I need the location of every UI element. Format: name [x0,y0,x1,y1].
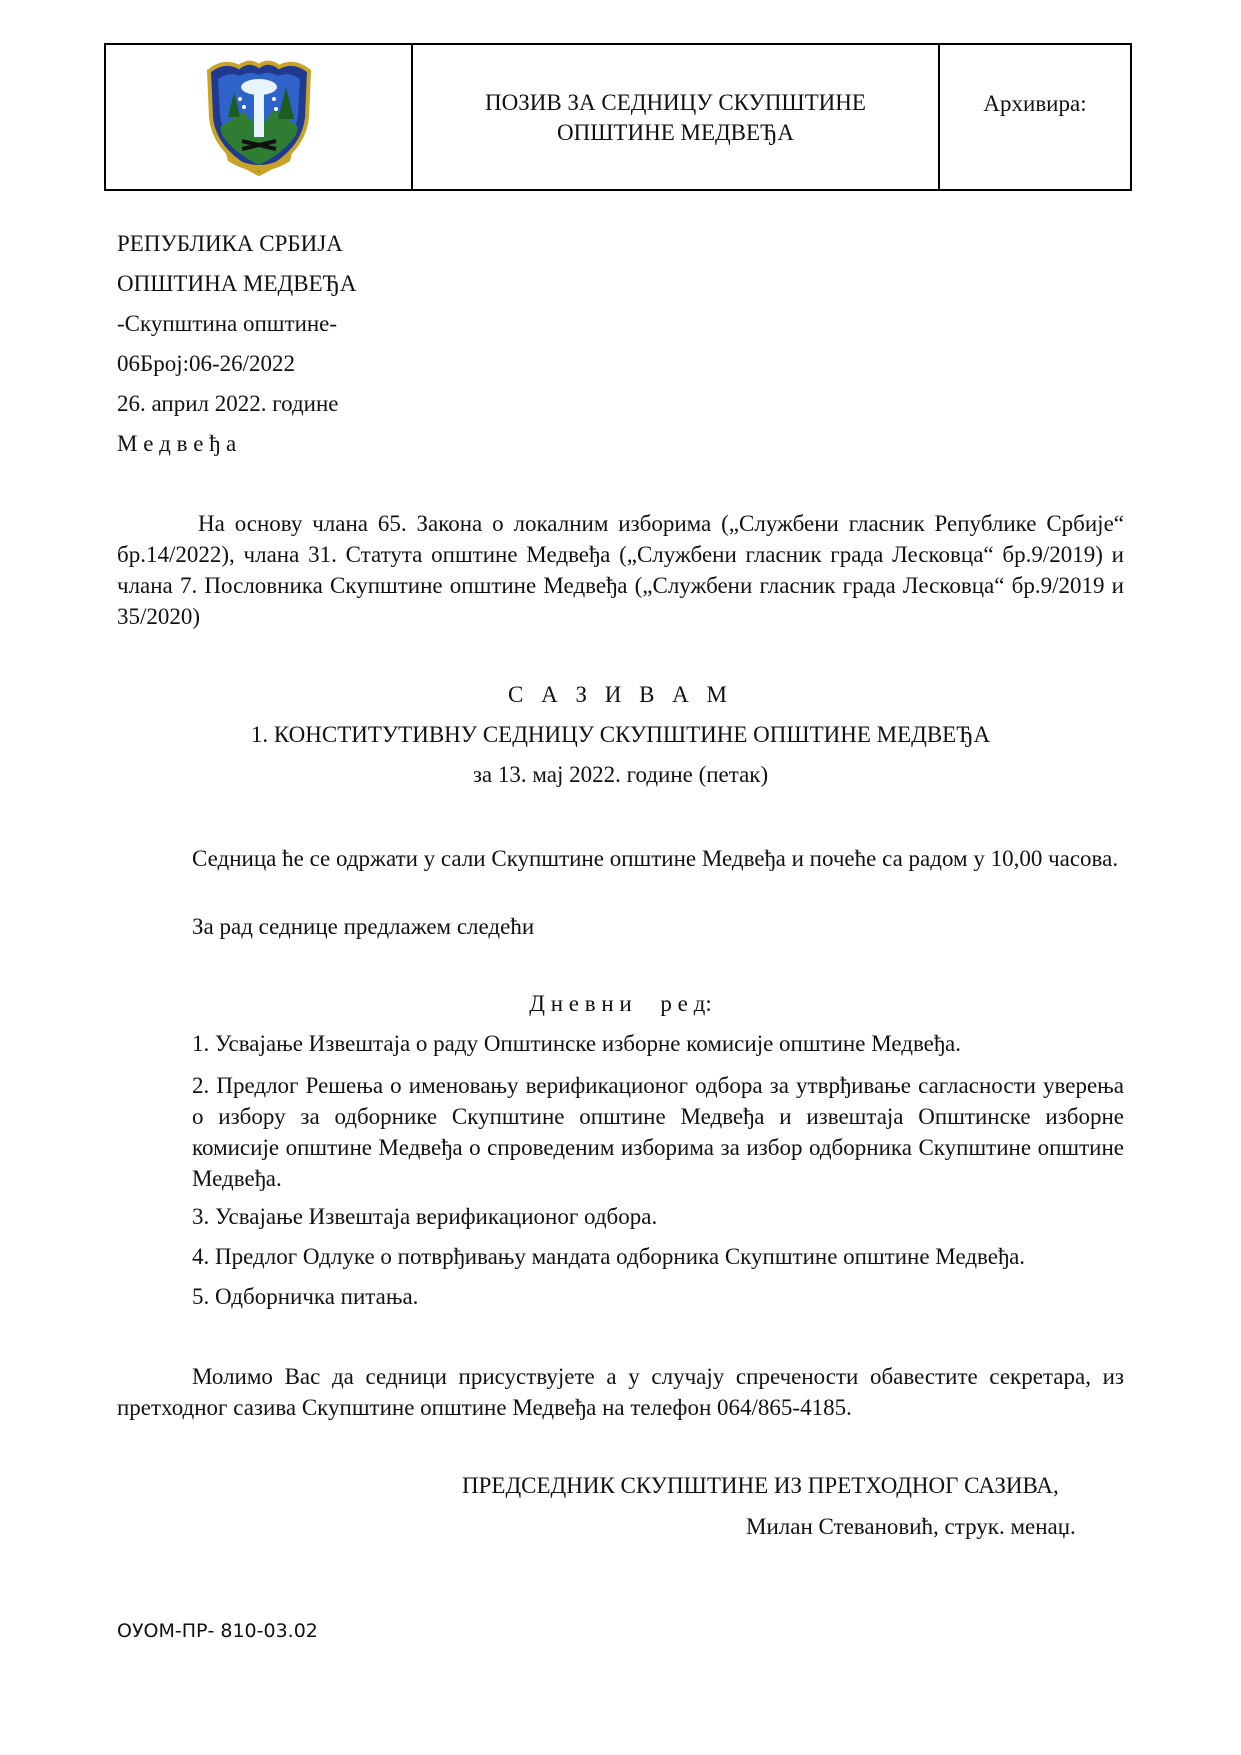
header-title-line-2: ОПШТИНЕ МЕДВЕЂА [557,120,794,145]
agenda-intro: За рад седнице предлажем следећи [192,914,535,939]
session-date: за 13. мај 2022. године (петак) [472,762,769,787]
archive-cell [940,45,1130,189]
sender-place: М е д в е ђ а [117,431,237,456]
sender-reference-number: 06Број:06-26/2022 [117,351,296,376]
sender-date: 26. април 2022. године [117,391,339,416]
agenda-item-4: 4. Предлог Одлуке о потврђивању мандата одборника Скупштине општине Медвеђа. [192,1244,1026,1269]
closing-paragraph: Молимо Вас да седници присуствујете а у случају спречености обавестите секретара, из претходног сазива Скупштине општине Медвеђа на телефон 064/865-4185. [117,1364,1124,1420]
agenda-item-3: 3. Усвајање Извештаја верификационог одбора. [192,1204,658,1229]
emblem-cell [106,45,413,189]
document-header-table [104,43,1132,191]
agenda-item-2: 2. Предлог Решења о именовању верификационог одбора за утврђивање сагласности уверења о избору за одборнике Скупштине општине Медвеђа и извештаја Општинске изборне комисије општине Медвеђа о спроведеним изборима за избор одборника Скупштине општине Медвеђа. [192,1073,1124,1191]
session-title: 1. КОНСТИТУТИВНУ СЕДНИЦУ СКУПШТИНЕ ОПШТИНЕ МЕДВЕЂА [250,722,991,747]
header-title-line-1: ПОЗИВ ЗА СЕДНИЦУ СКУПШТИНЕ [485,90,866,115]
signature-title: ПРЕДСЕДНИК СКУПШТИНЕ ИЗ ПРЕТХОДНОГ САЗИВА, [462,1473,1059,1498]
form-code: ОУОМ-ПР- 810-03.02 [117,1620,318,1642]
signature-name: Милан Стевановић, струк. менаџ. [746,1514,1076,1539]
preamble-paragraph: На основу члана 65. Закона о локалним изборима („Службени гласник Републике Србије“ бр.14/2022), члана 31. Статута општине Медвеђа („Службени гласник града Лесковца“ бр.9/2019) и члана 7. Пословника Скупштине општине Медвеђа („Службени гласник града Лесковца“ бр.9/2019 и 35/2020) [117,511,1124,629]
sender-republic: РЕПУБЛИКА СРБИЈА [117,231,343,256]
convene-heading: С А З И В А М [508,682,733,707]
agenda-item-1: 1. Усвајање Извештаја о раду Општинске изборне комисије општине Медвеђа. [192,1031,961,1056]
sender-municipality: ОПШТИНА МЕДВЕЂА [117,271,357,296]
sender-assembly: -Скупштина општине- [117,311,338,336]
municipality-emblem-icon [204,57,314,177]
header-title-cell [413,45,940,189]
agenda-title: Д н е в н и р е д: [529,991,712,1016]
archive-label: Архивира: [983,91,1087,116]
agenda-item-5: 5. Одборничка питања. [192,1284,419,1309]
session-location-paragraph: Седница ће се одржати у сали Скупштине општине Медвеђа и почеће са радом у 10,00 часова. [192,846,1119,871]
